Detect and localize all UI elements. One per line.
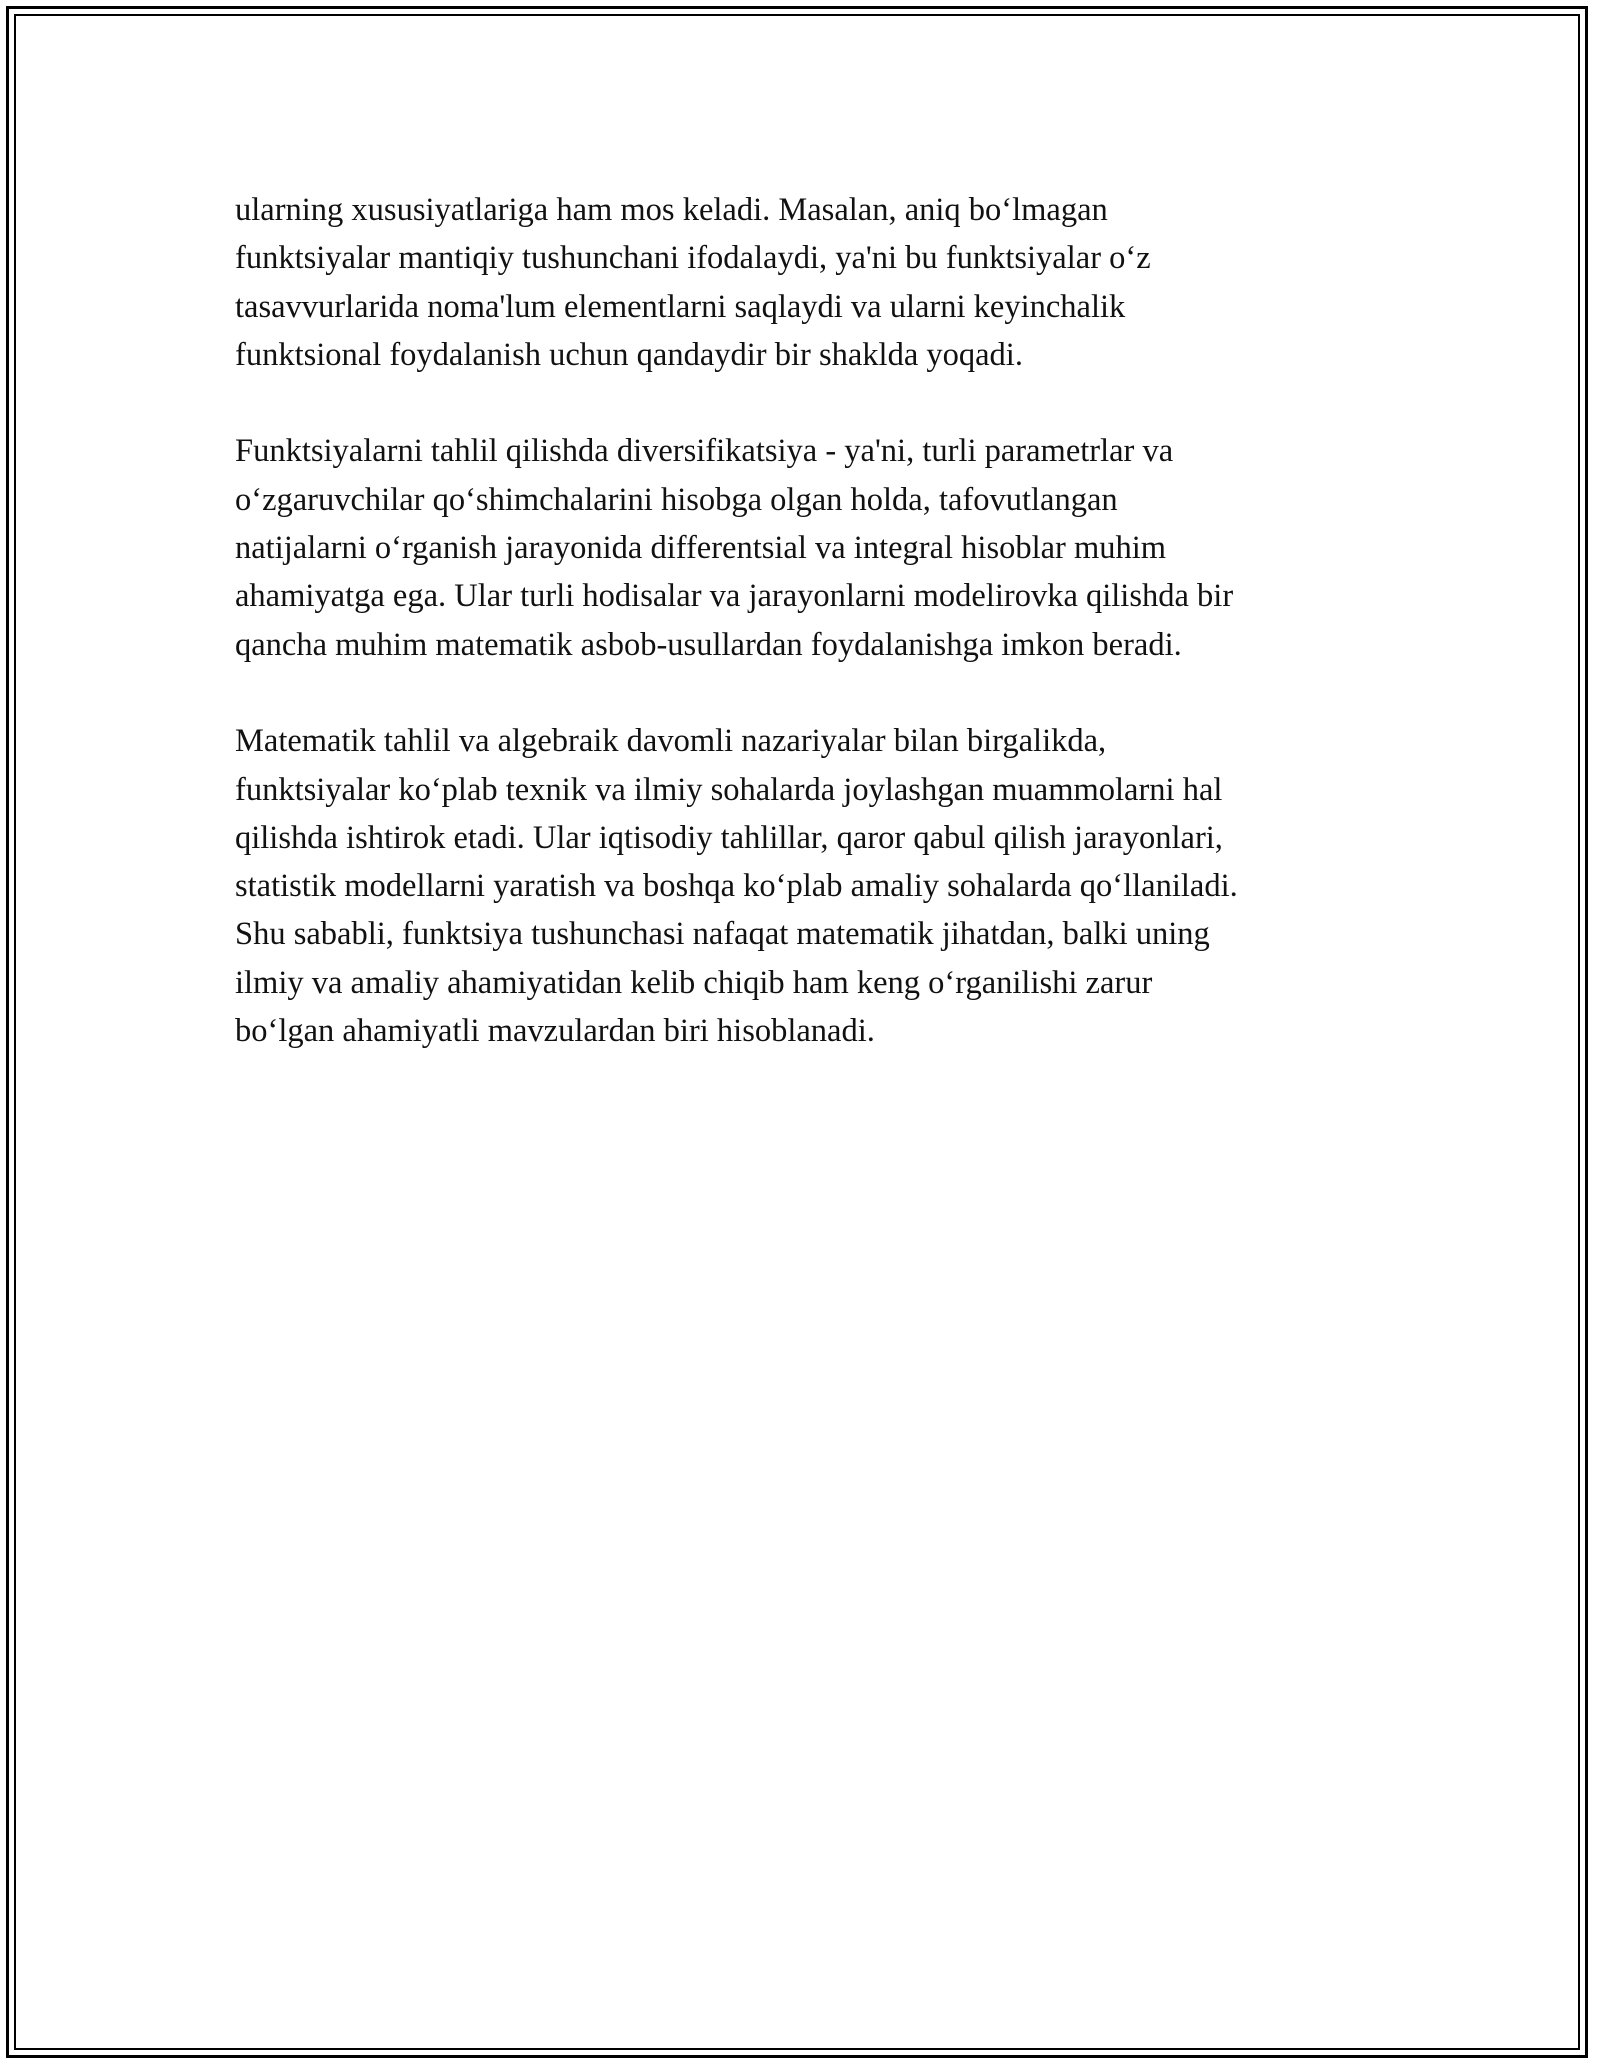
paragraph-3 (235, 717, 1375, 1055)
text-line: o‘zgaruvchilar qo‘shimchalarini hisobga olgan holda, tafovutlangan (235, 481, 1118, 518)
text-line: bo‘lgan ahamiyatli mavzulardan biri hisoblanadi. (235, 1013, 875, 1050)
text-line: tasavvurlarida noma'lum elementlarni saqlaydi va ularni keyinchalik (235, 288, 1126, 325)
text-line: statistik modellarni yaratish va boshqa ko‘plab amaliy sohalarda qo‘llaniladi. (235, 868, 1238, 905)
document-body (235, 186, 1375, 1104)
text-line: Funktsiyalarni tahlil qilishda diversifikatsiya - ya'ni, turli parametrlar va (235, 433, 1174, 470)
text-line: funktsiyalar ko‘plab texnik va ilmiy sohalarda joylashgan muammolarni hal (235, 771, 1223, 808)
text-line: funktsiyalar mantiqiy tushunchani ifodalaydi, ya'ni bu funktsiyalar o‘z (235, 240, 1151, 277)
text-line: natijalarni o‘rganish jarayonida differentsial va integral hisoblar muhim (235, 530, 1167, 567)
text-line: Shu sababli, funktsiya tushunchasi nafaqat matematik jihatdan, balki uning (235, 916, 1210, 953)
text-line: qancha muhim matematik asbob-usullardan foydalanishga imkon beradi. (235, 626, 1182, 663)
text-line: ularning xususiyatlariga ham mos keladi. Masalan, aniq bo‘lmagan (235, 192, 1108, 228)
text-line: ilmiy va amaliy ahamiyatidan kelib chiqib ham keng o‘rganilishi zarur (235, 964, 1153, 1001)
paragraph-2 (235, 427, 1375, 668)
text-line: Matematik tahlil va algebraik davomli nazariyalar bilan birgalikda, (235, 723, 1107, 760)
text-line: qilishda ishtirok etadi. Ular iqtisodiy tahlillar, qaror qabul qilish jarayonlari, (235, 819, 1223, 856)
text-line: ahamiyatga ega. Ular turli hodisalar va jarayonlarni modelirovka qilishda bir (235, 578, 1234, 615)
text-line: funktsional foydalanish uchun qandaydir bir shaklda yoqadi. (235, 336, 1023, 373)
paragraph-1 (235, 186, 1375, 379)
